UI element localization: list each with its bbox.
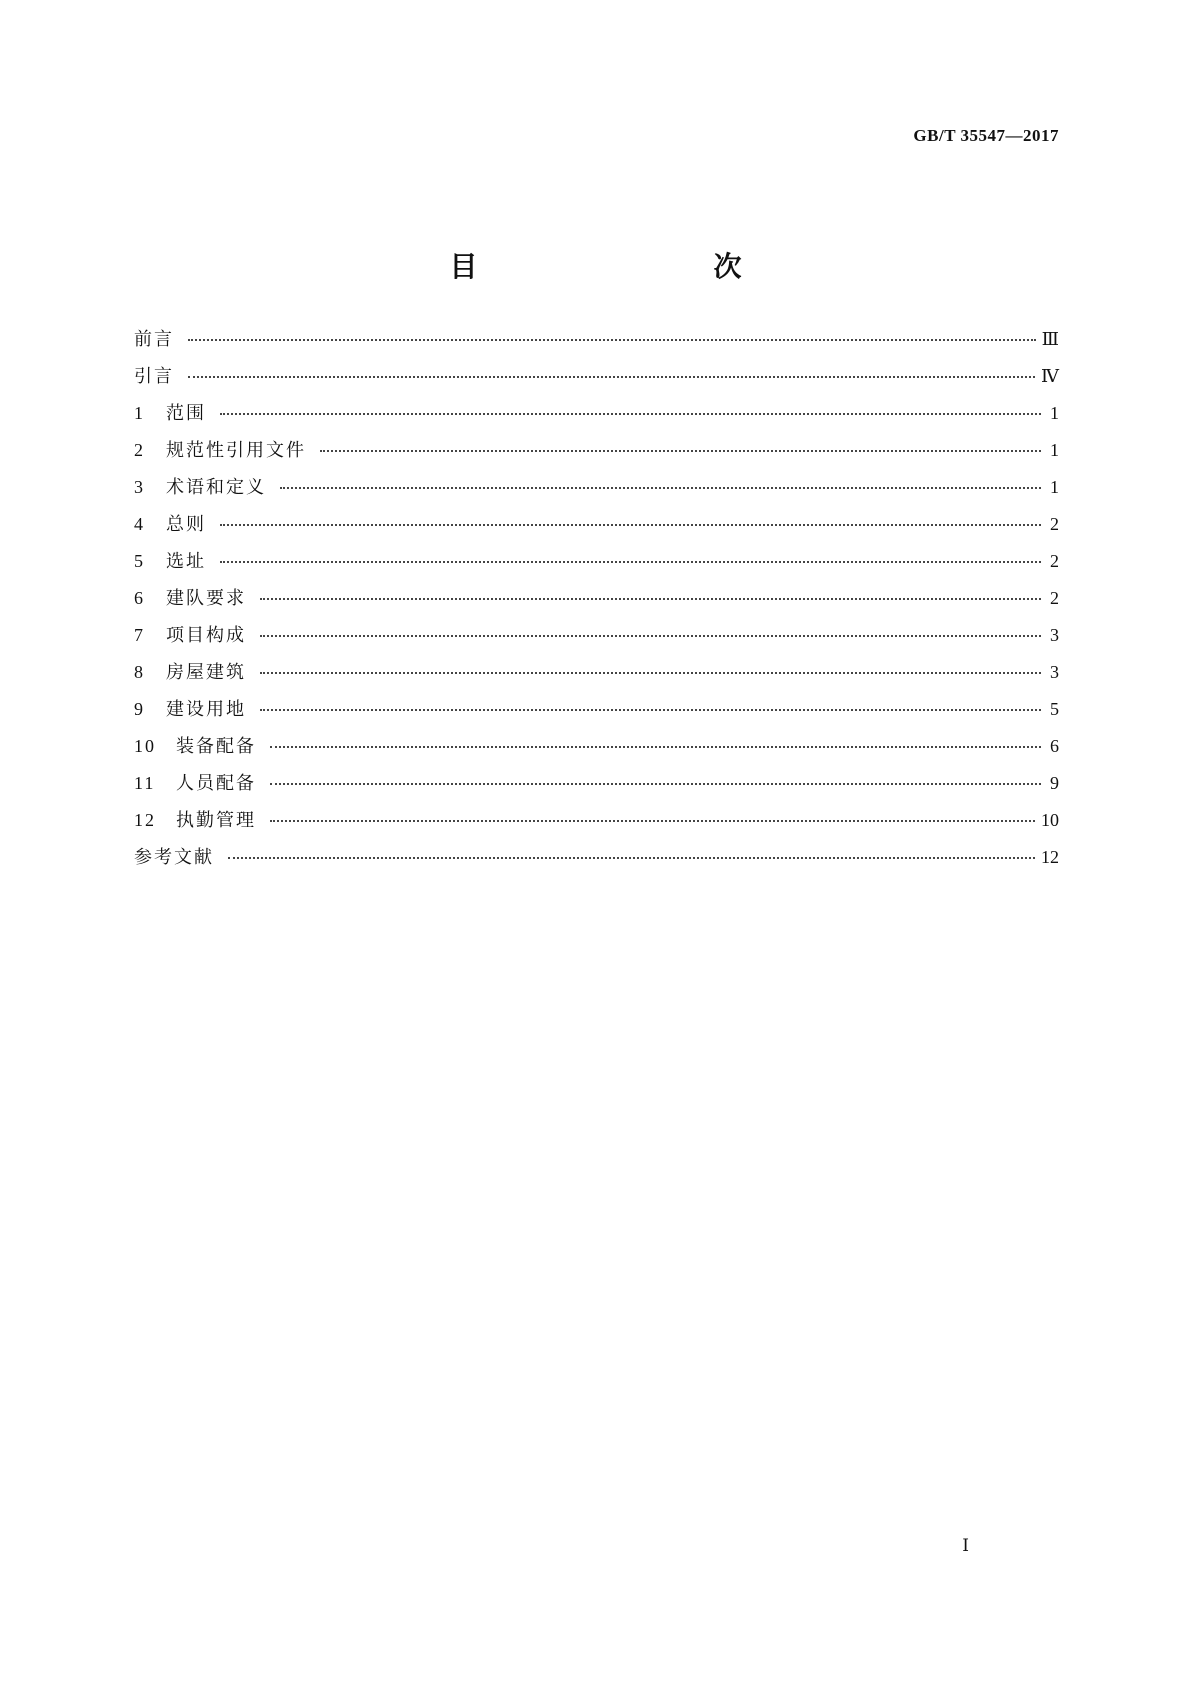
toc-entry-5[interactable] xyxy=(134,547,1059,584)
toc-entry-label: 前言 xyxy=(134,329,174,350)
dot-leader xyxy=(228,857,1035,859)
toc-entry-page: 6 xyxy=(1050,736,1059,756)
toc-entry-label: 引言 xyxy=(134,366,174,387)
toc-entry-page: 3 xyxy=(1050,662,1059,682)
toc-entry-2[interactable] xyxy=(134,436,1059,473)
toc-entry-label: 装备配备 xyxy=(176,736,256,757)
toc-entry-references[interactable] xyxy=(134,843,1059,880)
toc-entry-label: 选址 xyxy=(166,551,206,572)
toc-entry-number: 5 xyxy=(134,551,145,571)
toc-entry-page: 3 xyxy=(1050,625,1059,645)
toc-entry-number: 12 xyxy=(134,810,156,830)
toc-entry-4[interactable] xyxy=(134,510,1059,547)
toc-entry-6[interactable] xyxy=(134,584,1059,621)
toc-entry-page: 2 xyxy=(1050,551,1059,571)
toc-entry-preface[interactable] xyxy=(134,325,1059,362)
toc-entry-number: 7 xyxy=(134,625,145,645)
toc-entry-label: 项目构成 xyxy=(166,625,246,646)
toc-entry-number: 11 xyxy=(134,773,156,793)
standard-code: GB/T 35547—2017 xyxy=(913,126,1059,145)
toc-entry-label: 执勤管理 xyxy=(176,810,256,831)
dot-leader xyxy=(270,746,1041,748)
toc-entry-1[interactable] xyxy=(134,399,1059,436)
toc-entry-number: 8 xyxy=(134,662,145,682)
page-title: 目 次 xyxy=(449,249,802,283)
dot-leader xyxy=(188,339,1036,341)
toc-entry-10[interactable] xyxy=(134,732,1059,769)
toc-entry-label: 人员配备 xyxy=(176,773,256,794)
dot-leader xyxy=(220,524,1041,526)
page-number: Ⅰ xyxy=(962,1536,969,1555)
toc-entry-7[interactable] xyxy=(134,621,1059,658)
toc-entry-number: 2 xyxy=(134,440,145,460)
toc-entry-page: 12 xyxy=(1041,847,1059,867)
toc-entry-label: 建队要求 xyxy=(166,588,246,609)
dot-leader xyxy=(220,561,1041,563)
dot-leader xyxy=(260,598,1041,600)
toc-entry-label: 术语和定义 xyxy=(166,477,266,498)
toc-entry-number: 1 xyxy=(134,403,145,423)
toc-entry-page: 1 xyxy=(1050,440,1059,460)
dot-leader xyxy=(188,376,1035,378)
toc-entry-9[interactable] xyxy=(134,695,1059,732)
toc-entry-page: Ⅳ xyxy=(1041,366,1059,386)
toc-entry-page: 2 xyxy=(1050,514,1059,534)
toc-entry-8[interactable] xyxy=(134,658,1059,695)
toc-entry-label: 总则 xyxy=(166,514,206,535)
toc-entry-page: 5 xyxy=(1050,699,1059,719)
toc-entry-page: 10 xyxy=(1041,810,1059,830)
toc-entry-number: 9 xyxy=(134,699,145,719)
toc-entry-page: 1 xyxy=(1050,477,1059,497)
dot-leader xyxy=(260,672,1041,674)
toc-entry-label: 参考文献 xyxy=(134,847,214,868)
toc-entry-label: 房屋建筑 xyxy=(166,662,246,683)
dot-leader xyxy=(260,635,1041,637)
toc-entry-12[interactable] xyxy=(134,806,1059,843)
dot-leader xyxy=(260,709,1041,711)
toc-entry-page: Ⅲ xyxy=(1041,329,1059,349)
toc-entry-page: 9 xyxy=(1050,773,1059,793)
toc-entry-introduction[interactable] xyxy=(134,362,1059,399)
toc-entry-number: 10 xyxy=(134,736,156,756)
dot-leader xyxy=(280,487,1041,489)
toc-entry-label: 建设用地 xyxy=(166,699,246,720)
toc-entry-label: 规范性引用文件 xyxy=(166,440,306,461)
toc-entry-page: 2 xyxy=(1050,588,1059,608)
toc-entry-number: 4 xyxy=(134,514,145,534)
toc-entry-11[interactable] xyxy=(134,769,1059,806)
dot-leader xyxy=(220,413,1041,415)
toc-entry-number: 3 xyxy=(134,477,145,497)
dot-leader xyxy=(270,783,1041,785)
toc-entry-3[interactable] xyxy=(134,473,1059,510)
toc-entry-number: 6 xyxy=(134,588,145,608)
dot-leader xyxy=(320,450,1041,452)
toc-entry-label: 范围 xyxy=(166,403,206,424)
dot-leader xyxy=(270,820,1035,822)
table-of-contents xyxy=(134,325,1059,880)
toc-entry-page: 1 xyxy=(1050,403,1059,423)
